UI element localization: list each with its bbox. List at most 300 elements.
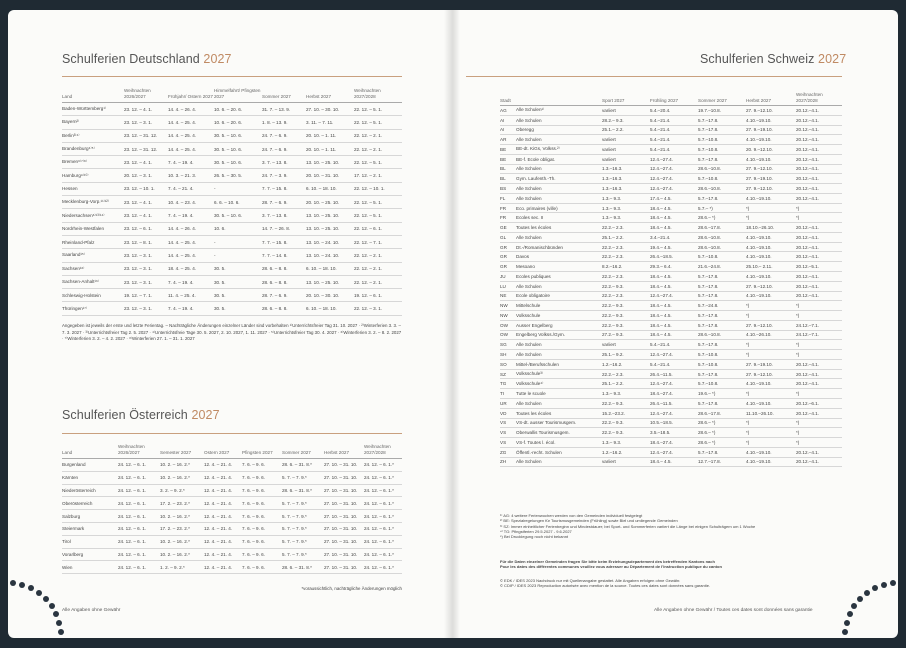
germany-row bbox=[62, 262, 402, 275]
austria-cell: 24. 12. – 6. 1. bbox=[118, 497, 160, 510]
switzerland-row bbox=[500, 184, 842, 194]
germany-header-cell: Weihnachten 2027/2028 bbox=[354, 88, 402, 103]
switzerland-row bbox=[500, 311, 842, 321]
germany-cell: Nordrhein-Westfalen bbox=[62, 222, 124, 235]
switzerland-cell: Mittelschule bbox=[516, 301, 602, 311]
switzerland-cell: Engelberg Volkss./Gym. bbox=[516, 330, 602, 340]
switzerland-cell: 1.3.–16.3. bbox=[602, 164, 650, 174]
switzerland-cell: variiert bbox=[602, 145, 650, 155]
austria-cell: 12. 4. – 21. 4. bbox=[204, 484, 242, 497]
switzerland-cell: 18.4.– 4.5. bbox=[650, 330, 698, 340]
switzerland-cell: 15.2.–23.2. bbox=[602, 408, 650, 418]
switzerland-cell: Alle Schulen bbox=[516, 232, 602, 242]
switzerland-footnote: ⁴⁾ TG: Pfingstferien 29.5.2027 - 9.6.2027 bbox=[500, 528, 572, 534]
switzerland-cell: Mesoano bbox=[516, 262, 602, 272]
switzerland-header-cell: Sport 2027 bbox=[602, 92, 650, 106]
switzerland-cell: 19.4.– 4.5. bbox=[650, 242, 698, 252]
germany-cell: 13. 10. – 25. 10. bbox=[306, 222, 354, 235]
germany-row bbox=[62, 169, 402, 182]
austria-cell: 24. 12. – 6. 1. bbox=[118, 510, 160, 523]
switzerland-cell: 28.6.– *) bbox=[698, 438, 746, 448]
austria-cell: Wien bbox=[62, 561, 118, 574]
switzerland-cell: 4.10.–19.10. bbox=[746, 115, 796, 125]
switzerland-cell: 1.3.– 9.3. bbox=[602, 203, 650, 213]
germany-cell: 23. 12. – 3. 1. bbox=[124, 249, 168, 262]
germany-cell: 14. 4. – 25. 4. bbox=[168, 249, 214, 262]
switzerland-cell: 20.12.–4.1. bbox=[796, 272, 842, 282]
switzerland-row bbox=[500, 125, 842, 135]
switzerland-cell: 5.7.–17.8. bbox=[698, 447, 746, 457]
austria-header-cell: Sommer 2027 bbox=[282, 444, 324, 459]
switzerland-cell: TG bbox=[500, 379, 516, 389]
germany-cell: 10. 6. bbox=[214, 222, 262, 235]
austria-cell: 24. 12. – 6. 1.* bbox=[364, 522, 402, 535]
switzerland-cell: TI bbox=[500, 389, 516, 399]
germany-row bbox=[62, 129, 402, 142]
switzerland-cell: *) bbox=[746, 438, 796, 448]
germany-cell: 7. 4. – 19. 4. bbox=[168, 156, 214, 169]
austria-row bbox=[62, 548, 402, 561]
switzerland-cell: Eco. primaires (ville) bbox=[516, 203, 602, 213]
germany-cell: Bremen⁶⁾⁷⁾⁸⁾ bbox=[62, 156, 124, 169]
austria-cell: 10. 2. – 16. 2.* bbox=[160, 535, 204, 548]
austria-cell: 27. 10. – 31. 10. bbox=[324, 522, 364, 535]
germany-row bbox=[62, 156, 402, 169]
germany-cell: 30. 5. bbox=[214, 275, 262, 288]
switzerland-cell: Alle Schulen bbox=[516, 164, 602, 174]
switzerland-cell: 27. 9.–19.10. bbox=[746, 359, 796, 369]
switzerland-cell: 20.12.–6.1. bbox=[796, 398, 842, 408]
germany-cell: 19. 12. – 6. 1. bbox=[354, 289, 402, 302]
switzerland-cell: BE bbox=[500, 154, 516, 164]
germany-cell: 24. 7. – 6. 9. bbox=[262, 142, 306, 155]
switzerland-cell: 27.2.– 9.3. bbox=[602, 330, 650, 340]
switzerland-cell: *) bbox=[746, 428, 796, 438]
germany-cell: Thüringen¹⁷⁾ bbox=[62, 302, 124, 315]
germany-cell: Schleswig-Holstein bbox=[62, 289, 124, 302]
switzerland-cell: Alle Schulen bbox=[516, 398, 602, 408]
austria-cell: 27. 10. – 31. 10. bbox=[324, 510, 364, 523]
switzerland-cell: 20.12.–4.1. bbox=[796, 447, 842, 457]
germany-cell: 1. 8. – 13. 9. bbox=[262, 116, 306, 129]
austria-cell: 12. 4. – 21. 4. bbox=[204, 497, 242, 510]
switzerland-cell: JU bbox=[500, 272, 516, 282]
switzerland-cell: 4.10.–19.10. bbox=[746, 379, 796, 389]
austria-row bbox=[62, 497, 402, 510]
switzerland-cell: 18.4.– 4.5. bbox=[650, 311, 698, 321]
germany-cell: 10. 4. – 23. 4. bbox=[168, 196, 214, 209]
switzerland-cell: 4.10.–19.10. bbox=[746, 252, 796, 262]
switzerland-cell: 18.4.– 4.5. bbox=[650, 203, 698, 213]
switzerland-cell: 28.6.–17.8. bbox=[698, 223, 746, 233]
switzerland-cell: 28.6.–10.8. bbox=[698, 232, 746, 242]
switzerland-row bbox=[500, 359, 842, 369]
germany-cell: 23. 12. – 6. 1. bbox=[124, 222, 168, 235]
germany-cell: 7. 7. – 15. 8. bbox=[262, 182, 306, 195]
switzerland-cell: 22.2.– 2.3. bbox=[602, 223, 650, 233]
austria-row bbox=[62, 459, 402, 472]
left-footer: Alle Angaben ohne Gewähr bbox=[62, 608, 121, 613]
switzerland-cell: 3.5.–18.5. bbox=[650, 428, 698, 438]
switzerland-header-cell: Herbst 2027 bbox=[746, 92, 796, 106]
austria-cell: 27. 10. – 31. 10. bbox=[324, 471, 364, 484]
germany-cell: 22. 12. – 10. 1. bbox=[354, 182, 402, 195]
austria-cell: 7. 6. – 9. 6. bbox=[242, 497, 282, 510]
germany-cell: 13. 10. – 25. 10. bbox=[306, 275, 354, 288]
switzerland-cell: *) bbox=[796, 389, 842, 399]
switzerland-cell: 4.10.–19.10. bbox=[746, 398, 796, 408]
germany-cell: 20. 10. – 1. 11. bbox=[306, 129, 354, 142]
germany-cell: 28. 6. – 8. 8. bbox=[262, 275, 306, 288]
switzerland-cell: 4.10.–19.10. bbox=[746, 447, 796, 457]
germany-cell: 3. 7. – 13. 8. bbox=[262, 209, 306, 222]
germany-cell: Hamburg⁹⁾¹⁰⁾ bbox=[62, 169, 124, 182]
austria-cell: 5. 7. – 7. 9.* bbox=[282, 510, 324, 523]
germany-row bbox=[62, 249, 402, 262]
switzerland-cell: Volksschule bbox=[516, 311, 602, 321]
switzerland-cell: 20.12.–4.1. bbox=[796, 291, 842, 301]
switzerland-cell: 1.3.– 9.3. bbox=[602, 389, 650, 399]
switzerland-cell: 18.4.– 4.5. bbox=[650, 272, 698, 282]
switzerland-cell: 22.2.– 9.3. bbox=[602, 281, 650, 291]
switzerland-cell: 27. 9.–19.10. bbox=[746, 174, 796, 184]
switzerland-cell: 5.7.–17.8. bbox=[698, 369, 746, 379]
austria-cell: 1. 2. – 9. 2.* bbox=[160, 561, 204, 574]
switzerland-cell: Oberwallis Tourismusgem. bbox=[516, 428, 602, 438]
austria-cell: 7. 6. – 9. 6. bbox=[242, 548, 282, 561]
switzerland-cell: 18.4.– 4.5. bbox=[650, 320, 698, 330]
switzerland-cell: 1.3.– 9.3. bbox=[602, 213, 650, 223]
switzerland-cell: 4.10.–19.10. bbox=[746, 154, 796, 164]
austria-cell: 24. 12. – 6. 1.* bbox=[364, 497, 402, 510]
switzerland-cell: 26.4.–18.5. bbox=[650, 252, 698, 262]
switzerland-cell: 18.4.– 4.5. bbox=[650, 301, 698, 311]
germany-cell: 27. 10. – 30. 10. bbox=[306, 103, 354, 116]
austria-cell: 7. 6. – 9. 6. bbox=[242, 459, 282, 472]
austria-cell: 5. 7. – 7. 9.* bbox=[282, 497, 324, 510]
right-footer: Alle Angaben ohne Gewähr / Toutes ces dates sont données sans garantie bbox=[654, 608, 813, 613]
germany-cell: Bayern²⁾ bbox=[62, 116, 124, 129]
switzerland-cell: 24.12.–7.1. bbox=[796, 320, 842, 330]
germany-row bbox=[62, 142, 402, 155]
switzerland-row bbox=[500, 174, 842, 184]
switzerland-footnote: ¹⁾ AG: 4 weitere Ferienwochen werden von den Gemeinden individuell festgelegt bbox=[500, 513, 643, 518]
austria-cell: 12. 4. – 21. 4. bbox=[204, 522, 242, 535]
germany-cell: 7. 4. – 21. 4. bbox=[168, 182, 214, 195]
austria-cell: Salzburg bbox=[62, 510, 118, 523]
germany-cell: 28. 6. – 8. 8. bbox=[262, 262, 306, 275]
austria-cell: 24. 12. – 6. 1.* bbox=[364, 548, 402, 561]
switzerland-footnote: ³⁾ SZ: Immer einheitlicher Ferienbeginn und Mindestdauer; bei Sport- und Sommerferien variiert die Länge bei einigen Schulträgern um 1 Woche bbox=[500, 523, 756, 529]
germany-cell: 10. 3. – 21. 3. bbox=[168, 169, 214, 182]
switzerland-row bbox=[500, 438, 842, 448]
austria-cell: 17. 2. – 23. 2.* bbox=[160, 497, 204, 510]
switzerland-cell: 12.4.–27.4. bbox=[650, 291, 698, 301]
switzerland-cell: 19.7.–10.8. bbox=[698, 106, 746, 116]
switzerland-cell: 22.2.– 9.3. bbox=[602, 301, 650, 311]
switzerland-row bbox=[500, 135, 842, 145]
austria-cell: 27. 10. – 31. 10. bbox=[324, 497, 364, 510]
austria-cell: 12. 4. – 21. 4. bbox=[204, 548, 242, 561]
switzerland-cell: Gym. Laufenth.-Th. bbox=[516, 174, 602, 184]
austria-cell: 10. 2. – 16. 2.* bbox=[160, 471, 204, 484]
germany-cell: 22. 12. – 5. 1. bbox=[354, 156, 402, 169]
germany-header-cell: Himmelfahrt/ Pfingsten 2027 bbox=[214, 88, 262, 103]
switzerland-cell: GR bbox=[500, 242, 516, 252]
switzerland-cell: Alle Schulen¹⁾ bbox=[516, 106, 602, 116]
switzerland-cell: ZH bbox=[500, 457, 516, 467]
switzerland-row bbox=[500, 389, 842, 399]
switzerland-cell: 1.3.– 9.3. bbox=[602, 193, 650, 203]
switzerland-cell: *) bbox=[746, 340, 796, 350]
switzerland-cell: Ausser Engelberg bbox=[516, 320, 602, 330]
germany-row bbox=[62, 103, 402, 116]
switzerland-row bbox=[500, 330, 842, 340]
austria-cell: 12. 4. – 21. 4. bbox=[204, 510, 242, 523]
switzerland-table bbox=[500, 92, 842, 467]
switzerland-cell: Tutte le scuole bbox=[516, 389, 602, 399]
switzerland-cell: 5.7.–17.8. bbox=[698, 320, 746, 330]
germany-cell: 7. 7. – 15. 8. bbox=[262, 235, 306, 248]
switzerland-cell: 5.7.–10.8. bbox=[698, 359, 746, 369]
austria-cell: 24. 12. – 6. 1.* bbox=[364, 471, 402, 484]
germany-header-cell: Weihnachten 2026/2027 bbox=[124, 88, 168, 103]
switzerland-cell: 5.7.–24.8. bbox=[698, 301, 746, 311]
switzerland-cell: Toutes les écoles bbox=[516, 223, 602, 233]
switzerland-row bbox=[500, 164, 842, 174]
germany-cell: Brandenburg⁴⁾⁵⁾ bbox=[62, 142, 124, 155]
switzerland-row bbox=[500, 369, 842, 379]
switzerland-cell: 5.7.–17.8. bbox=[698, 115, 746, 125]
germany-cell: 20. 10. – 1. 11. bbox=[306, 142, 354, 155]
switzerland-cell: 29.3.– 6.4. bbox=[650, 262, 698, 272]
switzerland-cell: *) bbox=[746, 350, 796, 360]
germany-row bbox=[62, 196, 402, 209]
switzerland-row bbox=[500, 252, 842, 262]
switzerland-row bbox=[500, 398, 842, 408]
switzerland-cell: 12.4.–27.4. bbox=[650, 174, 698, 184]
switzerland-cell: 3.4.–21.4. bbox=[650, 232, 698, 242]
germany-cell: Sachsen¹⁶⁾ bbox=[62, 262, 124, 275]
germany-cell: Rheinland-Pfalz bbox=[62, 235, 124, 248]
germany-cell: 13. 10. – 25. 10. bbox=[306, 209, 354, 222]
germany-cell: 23. 12. – 4. 1. bbox=[124, 103, 168, 116]
switzerland-cell: 28.6.– *) bbox=[698, 428, 746, 438]
switzerland-cell: 5.7.– *) bbox=[698, 203, 746, 213]
switzerland-cell: 5.4.–21.4. bbox=[650, 359, 698, 369]
germany-cell: 22. 12. – 2. 1. bbox=[354, 249, 402, 262]
switzerland-cell: 18.4.– 4.5. bbox=[650, 457, 698, 467]
switzerland-cell: VS bbox=[500, 418, 516, 428]
switzerland-cell: 21.6.–24.8. bbox=[698, 262, 746, 272]
austria-cell: Niederösterreich bbox=[62, 484, 118, 497]
switzerland-row bbox=[500, 262, 842, 272]
switzerland-cell: 1.2.–16.2. bbox=[602, 447, 650, 457]
germany-cell: Mecklenburg-Vorp.¹¹⁾¹²⁾ bbox=[62, 196, 124, 209]
switzerland-row bbox=[500, 115, 842, 125]
germany-cell: 30. 5. bbox=[214, 289, 262, 302]
switzerland-cell: 5.7.–10.8. bbox=[698, 350, 746, 360]
switzerland-cell: 5.7.–17.8. bbox=[698, 311, 746, 321]
germany-cell: 13. 10. – 24. 10. bbox=[306, 249, 354, 262]
switzerland-cell: 20.12.–4.1. bbox=[796, 154, 842, 164]
austria-cell: 10. 2. – 16. 2.* bbox=[160, 548, 204, 561]
switzerland-cell: Davos bbox=[516, 252, 602, 262]
switzerland-cell: 11.10.–26.10. bbox=[746, 408, 796, 418]
austria-cell: 7. 6. – 9. 6. bbox=[242, 535, 282, 548]
switzerland-cell: 18.4.–27.4. bbox=[650, 438, 698, 448]
switzerland-header-cell: Sommer 2027 bbox=[698, 92, 746, 106]
austria-cell: 7. 6. – 9. 6. bbox=[242, 561, 282, 574]
germany-cell: 23. 12. – 31. 12. bbox=[124, 142, 168, 155]
switzerland-cell: 27. 9.–12.10. bbox=[746, 106, 796, 116]
austria-cell: 27. 10. – 31. 10. bbox=[324, 484, 364, 497]
germany-header-cell: Herbst 2027 bbox=[306, 88, 354, 103]
switzerland-cell: 5.7.–17.8. bbox=[698, 291, 746, 301]
switzerland-cell: ZG bbox=[500, 447, 516, 457]
switzerland-cell: NW bbox=[500, 311, 516, 321]
switzerland-cell: *) bbox=[796, 301, 842, 311]
switzerland-row bbox=[500, 106, 842, 116]
switzerland-cell: 5.7.–17.8. bbox=[698, 340, 746, 350]
germany-cell: 22. 12. – 6. 1. bbox=[354, 222, 402, 235]
germany-cell: 20. 10. – 25. 10. bbox=[306, 196, 354, 209]
switzerland-header-cell bbox=[516, 92, 602, 106]
germany-cell: 22. 12. – 2. 1. bbox=[354, 142, 402, 155]
germany-cell: 14. 4. – 25. 4. bbox=[168, 129, 214, 142]
switzerland-cell: AR bbox=[500, 135, 516, 145]
germany-cell: 6. 10. – 18. 10. bbox=[306, 302, 354, 315]
switzerland-row bbox=[500, 242, 842, 252]
austria-cell: 3. 2. – 9. 2.* bbox=[160, 484, 204, 497]
switzerland-cell: 8.2.–16.2. bbox=[602, 262, 650, 272]
switzerland-cell: 5.7.–10.8. bbox=[698, 174, 746, 184]
germany-cell: 14. 4. – 26. 4. bbox=[168, 222, 214, 235]
austria-cell: 24. 12. – 6. 1.* bbox=[364, 510, 402, 523]
germany-cell: 7. 7. – 14. 8. bbox=[262, 249, 306, 262]
switzerland-cell: 4.10.–19.10. bbox=[746, 242, 796, 252]
switzerland-cell: GR bbox=[500, 252, 516, 262]
germany-cell: 23. 12. – 4. 1. bbox=[124, 156, 168, 169]
switzerland-cell: Alle Schulen bbox=[516, 193, 602, 203]
switzerland-row bbox=[500, 232, 842, 242]
switzerland-cell: SH bbox=[500, 350, 516, 360]
switzerland-cell: 20.12.–5.1. bbox=[796, 262, 842, 272]
switzerland-cell: BE-f. Ecole obligat. bbox=[516, 154, 602, 164]
switzerland-cell: FR bbox=[500, 203, 516, 213]
switzerland-cell: 26.4.–11.5. bbox=[650, 369, 698, 379]
austria-cell: 24. 12. – 6. 1. bbox=[118, 484, 160, 497]
austria-cell: Oberösterreich bbox=[62, 497, 118, 510]
germany-cell: 22. 12. – 2. 1. bbox=[354, 262, 402, 275]
germany-cell: - bbox=[214, 235, 262, 248]
switzerland-cell: BE bbox=[500, 145, 516, 155]
switzerland-cell: 22.2.– 2.3. bbox=[602, 242, 650, 252]
switzerland-cell: 28.6.– *) bbox=[698, 418, 746, 428]
switzerland-cell: 5.4.–21.4. bbox=[650, 340, 698, 350]
switzerland-cell: SO bbox=[500, 359, 516, 369]
germany-cell: 7. 4. – 19. 4. bbox=[168, 275, 214, 288]
switzerland-cell: 22.2.– 9.3. bbox=[602, 311, 650, 321]
switzerland-cell: Öffentl.-recht. Schulen bbox=[516, 447, 602, 457]
switzerland-cell: 20.12.–4.1. bbox=[796, 223, 842, 233]
germany-cell: 23. 12. – 3. 1. bbox=[124, 116, 168, 129]
austria-cell: 28. 6. – 31. 8.* bbox=[282, 561, 324, 574]
switzerland-cell: 20.12.–4.1. bbox=[796, 359, 842, 369]
germany-notes: Angegeben ist jeweils der erste und letzte Ferientag. – Nachträgliche Änderungen einzelner Länder sind vorbehalten ¹⁾Unterrichtsfreier Tag 31. 10. 2027 · ²⁾Winterferien 3. 3. – 7. 3. 2027 · ³⁾Unterrichtsfreier Tag 2. 5. 2027 · ⁴⁾Unterrichtsfreie Tage 30. 5. 2027, 2. 10. 2027, 1. 11. 2027 · ⁵⁾Unterrichtsfreier Tag 30. 4. 2027 · ⁶⁾Winterferien 3. 2. – 8. 2. 2027 · ⁷⁾Winterferien 3. 2. – 4. 2. 2027 · ⁸⁾Winterferien 27. 1. – 31. 1. 2027 bbox=[62, 323, 402, 342]
austria-note: *voraussichtlich, nachträgliche Änderungen möglich bbox=[301, 586, 402, 591]
germany-title: Schulferien Deutschland 2027 bbox=[62, 52, 232, 66]
austria-cell: Steiermark bbox=[62, 522, 118, 535]
austria-cell: 5. 7. – 7. 9.* bbox=[282, 471, 324, 484]
germany-cell: 20. 12. – 3. 1. bbox=[124, 169, 168, 182]
switzerland-cell: Toutes les écoles bbox=[516, 408, 602, 418]
germany-cell: 22. 12. – 7. 1. bbox=[354, 235, 402, 248]
switzerland-cell: *) bbox=[746, 301, 796, 311]
germany-cell: 20. 10. – 31. 10. bbox=[306, 169, 354, 182]
germany-cell: 23. 12. – 3. 1. bbox=[124, 262, 168, 275]
switzerland-cell: 12.4.–27.4. bbox=[650, 164, 698, 174]
germany-cell: 13. 10. – 25. 10. bbox=[306, 156, 354, 169]
germany-cell: 13. 10. – 24. 10. bbox=[306, 235, 354, 248]
switzerland-cell: 5.4.–21.4. bbox=[650, 145, 698, 155]
germany-cell: 22. 12. – 5. 1. bbox=[354, 103, 402, 116]
switzerland-cell: 12.4.–27.4. bbox=[650, 379, 698, 389]
germany-cell: 30. 5. – 10. 6. bbox=[214, 156, 262, 169]
switzerland-cell: 20.12.–4.1. bbox=[796, 174, 842, 184]
switzerland-cell: Alle Schulen bbox=[516, 350, 602, 360]
switzerland-cell: Alle Schulen bbox=[516, 115, 602, 125]
switzerland-cell: OW bbox=[500, 320, 516, 330]
switzerland-cell: 4.10.–19.10. bbox=[746, 193, 796, 203]
austria-cell: 10. 2. – 16. 2.* bbox=[160, 510, 204, 523]
switzerland-cell: FR bbox=[500, 213, 516, 223]
austria-cell: 12. 4. – 21. 4. bbox=[204, 561, 242, 574]
switzerland-cell: 5.7.–17.8. bbox=[698, 281, 746, 291]
germany-cell: 30. 5. bbox=[214, 302, 262, 315]
germany-cell: 28. 7. – 6. 9. bbox=[262, 196, 306, 209]
germany-cell: 17. 12. – 2. 1. bbox=[354, 169, 402, 182]
austria-cell: Vorarlberg bbox=[62, 548, 118, 561]
switzerland-cell: SZ bbox=[500, 369, 516, 379]
austria-row bbox=[62, 522, 402, 535]
switzerland-cell: 20.12.–4.1. bbox=[796, 164, 842, 174]
switzerland-cell: 5.4.–21.4. bbox=[650, 135, 698, 145]
left-page bbox=[8, 10, 452, 638]
austria-header-cell: Land bbox=[62, 444, 118, 459]
germany-cell: 23. 12. – 31. 12. bbox=[124, 129, 168, 142]
austria-header-cell: Ostern 2027 bbox=[204, 444, 242, 459]
switzerland-cell: 5.4.–21.4. bbox=[650, 115, 698, 125]
germany-cell: 30. 5. – 10. 6. bbox=[214, 129, 262, 142]
switzerland-cell: 28.2.– 9.3. bbox=[602, 115, 650, 125]
switzerland-cell: 5.7.–17.8. bbox=[698, 193, 746, 203]
switzerland-cell: 18.4.– 4.5. bbox=[650, 281, 698, 291]
switzerland-cell: GR bbox=[500, 262, 516, 272]
austria-header-cell: Weihnachten 2027/2028 bbox=[364, 444, 402, 459]
switzerland-cell: FL bbox=[500, 193, 516, 203]
germany-cell: Berlin³⁾⁴⁾ bbox=[62, 129, 124, 142]
germany-cell: 14. 7. – 26. 8. bbox=[262, 222, 306, 235]
switzerland-cell: 28.6.–10.8. bbox=[698, 242, 746, 252]
switzerland-cell: 17.4.– 4.5. bbox=[650, 193, 698, 203]
switzerland-cell: Volksschule³⁾ bbox=[516, 369, 602, 379]
switzerland-cell: AI bbox=[500, 115, 516, 125]
austria-cell: 24. 12. – 6. 1. bbox=[118, 561, 160, 574]
switzerland-row bbox=[500, 301, 842, 311]
switzerland-cell: AG bbox=[500, 106, 516, 116]
switzerland-cell: 27. 9.–12.10. bbox=[746, 184, 796, 194]
